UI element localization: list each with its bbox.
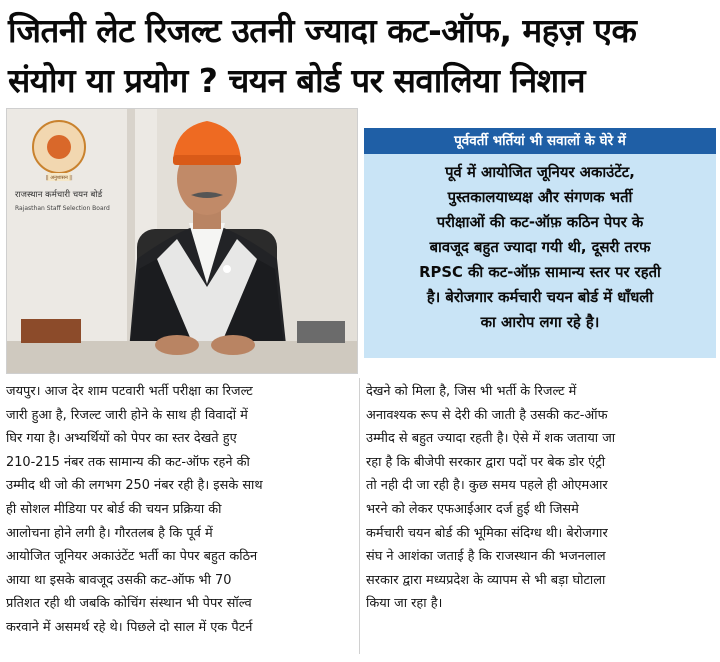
sidebar-line: परीक्षाओं की कट-ऑफ़ कठिन पेपर के	[436, 214, 644, 231]
photo-illustration	[7, 109, 357, 373]
article-line: 210-215 नंबर तक सामान्य की कट-ऑफ रहने की	[6, 454, 250, 470]
article-line: किया जा रहा है।	[366, 596, 443, 612]
article-line: अनावश्यक रूप से देरी की जाती है उसकी कट-ऑफ	[366, 407, 608, 423]
headline-line-1: जितनी लेट रिजल्ट उतनी ज्यादा कट-ऑफ, महज़ एक	[8, 11, 637, 50]
article-line: जारी हुआ है, रिजल्ट जारी होने के साथ ही विवादों में	[6, 407, 248, 423]
headline	[8, 6, 712, 106]
article-line: प्रतिशत रही थी जबकि कोचिंग संस्थान भी पेपर सॉल्व	[6, 596, 252, 612]
sidebar-box	[364, 128, 716, 358]
article-line: तो नही दी जा रही है। कुछ समय पहले ही ओएमआर	[366, 478, 608, 494]
sidebar-title: पूर्ववर्ती भर्तियां भी सवालों के घेरे में	[364, 128, 716, 154]
emblem-text: || अनुशासन ||	[45, 175, 73, 181]
article-line: उम्मीद से बहुत ज्यादा रहती है। ऐसे में शक जताया जा	[366, 431, 616, 447]
article-line: आयोजित जूनियर अकाउंटेंट भर्ती का पेपर बहुत कठिन	[6, 549, 258, 565]
sidebar-line: है। बेरोजगार कर्मचारी चयन बोर्ड में धाँधली	[426, 289, 654, 306]
sidebar-body	[374, 160, 706, 335]
sidebar-line: RPSC की कट-ऑफ़ सामान्य स्तर पर रहती	[419, 264, 661, 281]
article-line: कर्मचारी चयन बोर्ड की भूमिका संदिग्ध थी। बेरोजगार	[366, 525, 608, 541]
article-column-right	[366, 380, 712, 616]
article-line: करवाने में असमर्थ रहे थे। पिछले दो साल में एक पैटर्न	[6, 619, 253, 635]
article-line: देखने को मिला है, जिस भी भर्ती के रिजल्ट में	[366, 384, 577, 399]
headline-line-2: संयोग या प्रयोग ? चयन बोर्ड पर सवालिया निशान	[8, 61, 586, 100]
logo-subtext: Rajasthan Staff Selection Board	[15, 205, 110, 212]
sidebar-line: बावजूद बहुत ज्यादा गयी थी, दूसरी तरफ	[429, 239, 651, 256]
article-column-left	[6, 380, 352, 640]
logo-text: राजस्थान कर्मचारी चयन बोर्ड	[15, 190, 103, 200]
sidebar-line: का आरोप लगा रहे है।	[480, 314, 600, 331]
column-divider	[359, 378, 360, 654]
article-line: ही सोशल मीडिया पर बोर्ड की चयन प्रक्रिया की	[6, 501, 222, 517]
news-photo	[6, 108, 358, 374]
article-line: घिर गया है। अभ्यर्थियों को पेपर का स्तर देखते हुए	[6, 431, 237, 447]
article-line: भरने को लेकर एफआईआर दर्ज हुई थी जिसमे	[366, 501, 579, 517]
sidebar-line: पुस्तकालयाध्यक्ष और संगणक भर्ती	[447, 189, 633, 206]
article-line: सरकार द्वारा मध्यप्रदेश के व्यापम से भी बड़ा घोटाला	[366, 572, 606, 588]
article-line: जयपुर। आज देर शाम पटवारी भर्ती परीक्षा का रिजल्ट	[6, 384, 253, 399]
article-line: रहा है कि बीजेपी सरकार द्वारा पदों पर बेक डोर एंट्री	[366, 454, 606, 470]
article-line: आया था इसके बावजूद उसकी कट-ऑफ भी 70	[6, 572, 232, 588]
article-line: संघ ने आशंका जताई है कि राजस्थान की भजनलाल	[366, 549, 606, 565]
sidebar-line: पूर्व में आयोजित जूनियर अकाउंटेंट,	[445, 164, 635, 181]
article-line: आलोचना होने लगी है। गौरतलब है कि पूर्व में	[6, 525, 213, 541]
article-line: उम्मीद थी जो की लगभग 250 नंबर रही है। इसके साथ	[6, 478, 263, 494]
